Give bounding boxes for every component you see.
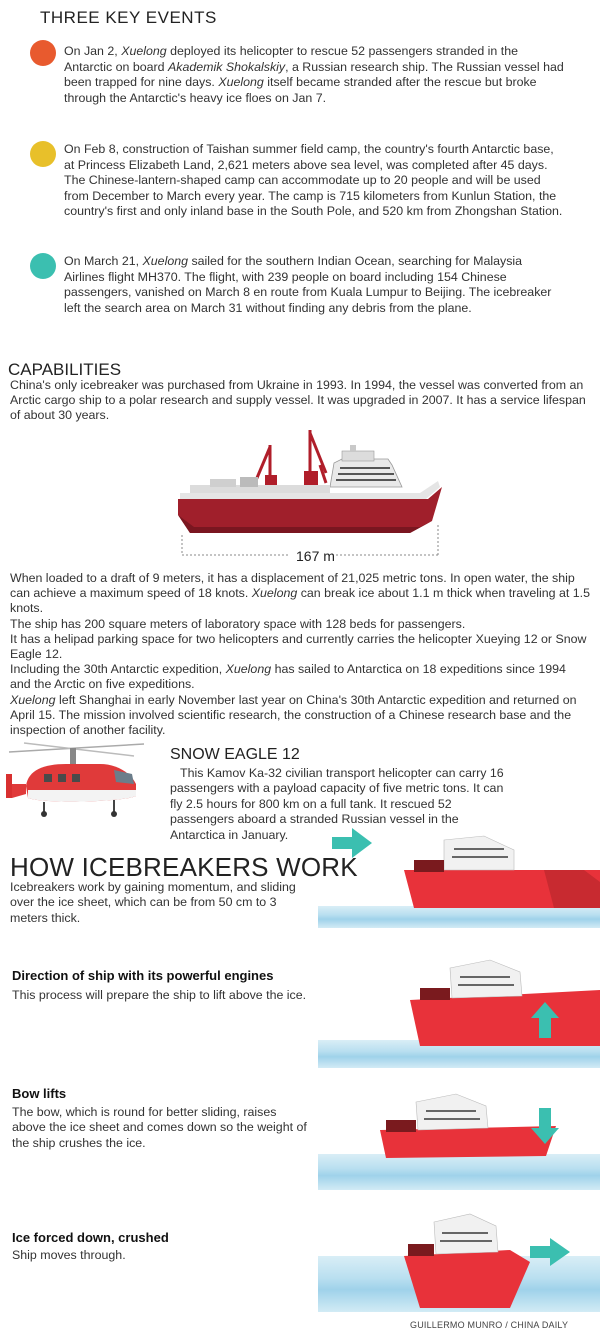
helicopter-illustration [4, 740, 154, 830]
ship-step-1 [384, 830, 600, 910]
step-1-text: This process will prepare the ship to lift above the ice. [12, 988, 307, 1002]
arrow-right-icon [528, 1236, 572, 1268]
event-march-text: On March 21, Xuelong sailed for the southern Indian Ocean, searching for Malaysia Airlines flight MH370. The flight, with 239 people on board including 154 Chinese passengers, vanished on March 8 en route from Kuala Lumpur to Beijing. The icebreaker left the search area on March 31 without finding any debris from the plane. [64, 254, 552, 315]
step-2-title: Bow lifts [12, 1086, 67, 1101]
capabilities-intro: China's only icebreaker was purchased from Ukraine in 1993. In 1994, the vessel was converted from an Arctic cargo ship to a polar research and supply vessel. It was upgraded in 2007. It has a service lifespan of about 30 years. [10, 378, 586, 423]
snow-eagle-text: This Kamov Ka-32 civilian transport helicopter can carry 16 passengers with a payload capacity of five metric tons. It can fly 2.5 hours for 800 km on a full tank. It rescued 52 passengers aboard a stranded Russian vessel in the Antarctica in January. [170, 766, 504, 842]
ship-step-3 [376, 1080, 556, 1160]
step-3-title: Ice forced down, crushed [12, 1230, 169, 1245]
image-credit: GUILLERMO MUNRO / CHINA DAILY [410, 1320, 569, 1330]
how-heading: HOW ICEBREAKERS WORK [10, 852, 358, 882]
step-3-text: Ship moves through. [12, 1248, 126, 1262]
ship-step-2 [400, 950, 600, 1048]
arrow-right-icon [330, 826, 374, 860]
capabilities-mission: Xuelong left Shanghai in early November last year on China's 30th Antarctic expedition and returned on April 15. The mission involved scientific research, the construction of a Chinese research base and the inspection of another facility. [10, 692, 577, 738]
snow-eagle-heading: SNOW EAGLE 12 [170, 746, 300, 763]
capabilities-helipad: It has a helipad parking space for two helicopters and currently carries the helicopter Xueying 12 or Snow Eagle 12. [10, 631, 587, 662]
capabilities-lab: The ship has 200 square meters of laboratory space with 128 beds for passengers. [10, 616, 466, 631]
icebreaker-ship-illustration [170, 425, 450, 565]
event-dot-teal [30, 253, 56, 279]
capabilities-speed: When loaded to a draft of 9 meters, it has a displacement of 21,025 metric tons. In open water, the ship can achieve a maximum speed of 18 knots. Xuelong can break ice about 1.1 m thick when traveling at 1.5 knots. [10, 571, 590, 616]
event-dot-red [30, 40, 56, 66]
events-heading: THREE KEY EVENTS [40, 8, 217, 27]
step-2-text: The bow, which is round for better sliding, raises above the ice sheet and comes down so the weight of the ship crushes the ice. [12, 1105, 307, 1150]
arrow-down-icon [530, 1106, 560, 1146]
how-intro: Icebreakers work by gaining momentum, and sliding over the ice sheet, which can be from 50 cm to 3 meters thick. [10, 880, 296, 925]
capabilities-heading: CAPABILITIES [8, 360, 122, 379]
ship-step-4 [400, 1200, 530, 1310]
event-feb-text: On Feb 8, construction of Taishan summer field camp, the country's fourth Antarctic base, at Princess Elizabeth Land, 2,621 meters above sea level, was completed after 45 days. The Chinese-lantern-shaped camp can accommodate up to 20 people and will be used from December to March every year. The camp is 715 kilometers from Kunlun Station, the country's first and only inland base in the South Pole, and 520 km from Zhongshan Station. [64, 142, 563, 219]
step-1-title: Direction of ship with its powerful engines [12, 968, 274, 983]
event-dot-yellow [30, 141, 56, 167]
event-jan-text: On Jan 2, Xuelong deployed its helicopter to rescue 52 passengers stranded in the Antarctic on board Akademik Shokalskiy, a Russian research ship. The Russian vessel had been trapped for nine days. Xuelong itself became stranded after the rescue but broke through the Antarctic's heavy ice floes on Jan 7. [64, 44, 564, 105]
ship-length-label: 167 m [296, 548, 335, 564]
capabilities-details [10, 571, 590, 738]
capabilities-expeditions: Including the 30th Antarctic expedition, Xuelong has sailed to Antarctica on 18 expeditions since 1994 and the Arctic on five expeditions. [10, 662, 566, 692]
arrow-up-icon [530, 1000, 560, 1040]
